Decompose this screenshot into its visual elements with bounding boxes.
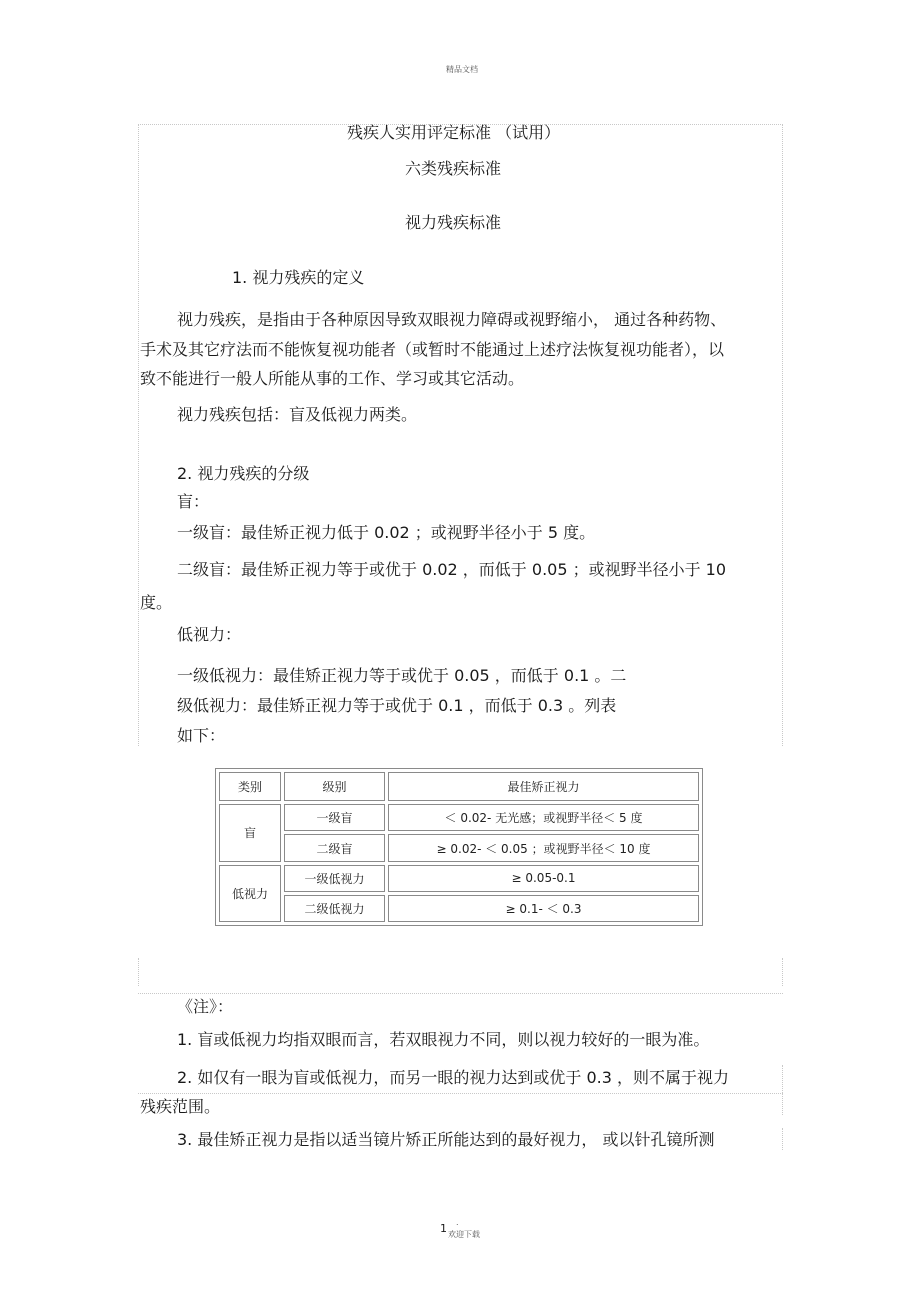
blind-grade-2-line-2: 度。 (140, 593, 173, 612)
low-vision-label: 低视力： (177, 625, 242, 644)
table-cell-level: 二级低视力 (284, 895, 385, 922)
footer-tag: 欢迎下载 (448, 1230, 480, 1239)
table-row (219, 804, 699, 831)
table-header-category: 类别 (219, 772, 281, 801)
low-vision-line-2: 级低视力：最佳矫正视力等于或优于 0.1 ，而低于 0.3 。列表 (177, 696, 617, 715)
table-header-row (219, 772, 699, 801)
frame-line-notes-top (138, 993, 783, 994)
table-cell-vision: ≥ 0.02- ＜ 0.05 ；或视野半径＜ 10 度 (388, 834, 699, 861)
blind-grade-1: 一级盲：最佳矫正视力低于 0.02 ；或视野半径小于 5 度。 (177, 523, 596, 542)
table-cell-vision: ≥ 0.05-0.1 (388, 865, 699, 892)
table-row (219, 834, 699, 861)
blind-grade-2-line-1: 二级盲：最佳矫正视力等于或优于 0.02 ，而低于 0.05 ；或视野半径小于 10 (177, 560, 727, 579)
table-header-vision: 最佳矫正视力 (388, 772, 699, 801)
section-title: 视力残疾标准 (405, 213, 502, 232)
document-subtitle: 六类残疾标准 (405, 159, 502, 178)
frame-line-right-4 (782, 1128, 783, 1150)
table-cell-vision: ≥ 0.1- ＜ 0.3 (388, 895, 699, 922)
table-row (219, 895, 699, 922)
frame-line-right (782, 124, 783, 746)
notes-title: 《注》： (177, 997, 234, 1016)
table-row (219, 865, 699, 892)
definition-line-1: 视力残疾，是指由于各种原因导致双眼视力障碍或视野缩小， 通过各种药物、 (177, 310, 727, 329)
note-2-line-1: 2. 如仅有一眼为盲或低视力，而另一眼的视力达到或优于 0.3 ，则不属于视力 (177, 1068, 729, 1087)
table-cell-level: 二级盲 (284, 834, 385, 861)
low-vision-line-1: 一级低视力：最佳矫正视力等于或优于 0.05 ，而低于 0.1 。二 (177, 666, 627, 685)
heading-grading: 2. 视力残疾的分级 (177, 464, 310, 483)
table-header-level: 级别 (284, 772, 385, 801)
definition-line-2: 手术及其它疗法而不能恢复视功能者（或暂时不能通过上述疗法恢复视功能者），以 (140, 340, 725, 359)
table-cell-vision: ＜ 0.02- 无光感；或视野半径＜ 5 度 (388, 804, 699, 831)
blind-label: 盲： (177, 492, 210, 511)
table-cell-level: 一级低视力 (284, 865, 385, 892)
vision-grade-table (215, 768, 703, 926)
heading-definition: 1. 视力残疾的定义 (232, 268, 365, 287)
table-cell-level: 一级盲 (284, 804, 385, 831)
as-follows-text: 如下： (177, 726, 226, 745)
includes-text: 视力残疾包括：盲及低视力两类。 (177, 405, 418, 424)
note-1: 1. 盲或低视力均指双眼而言，若双眼视力不同，则以视力较好的一眼为准。 (177, 1030, 710, 1049)
note-3: 3. 最佳矫正视力是指以适当镜片矫正所能达到的最好视力， 或以针孔镜所测 (177, 1130, 715, 1149)
document-title: 残疾人实用评定标准 （试用） (347, 123, 561, 142)
footer-dot: . (456, 1218, 459, 1227)
table-cell-category: 盲 (219, 804, 281, 861)
definition-line-3: 致不能进行一般人所能从事的工作、学习或其它活动。 (140, 369, 525, 388)
frame-line-right-2 (782, 958, 783, 986)
frame-line-left (138, 124, 139, 746)
footer-page-number: 1 (440, 1222, 447, 1235)
header-tag: 精品文档 (446, 65, 478, 74)
frame-line-notes-mid (138, 1093, 783, 1094)
frame-line-right-3 (782, 1065, 783, 1115)
frame-line-left-2 (138, 958, 139, 986)
table-cell-category: 低视力 (219, 865, 281, 922)
note-2-line-2: 残疾范围。 (140, 1097, 221, 1116)
